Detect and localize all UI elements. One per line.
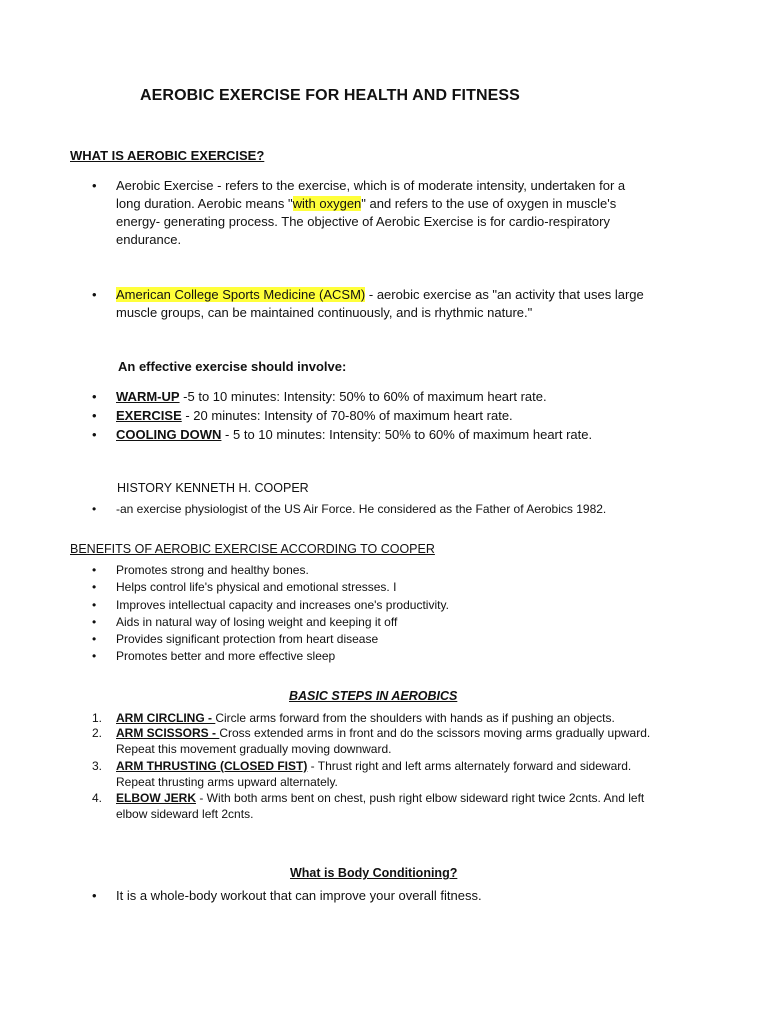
effective-exercise-heading: An effective exercise should involve: [118,359,347,374]
phase-item-cooling-down: • COOLING DOWN - 5 to 10 minutes: Intensity: 50% to 60% of maximum heart rate. [92,427,593,442]
highlight-with-oxygen: with oxygen [292,196,362,211]
section-heading-what-is-aerobic: WHAT IS AEROBIC EXERCISE? [70,148,265,163]
benefit-item: • Promotes better and more effective sleep [92,649,336,663]
phase-item-exercise: • EXERCISE - 20 minutes: Intensity of 70-80% of maximum heart rate. [92,408,513,423]
bullet-icon: • [92,888,97,903]
bullet-icon: • [92,632,97,646]
page-title: AEROBIC EXERCISE FOR HEALTH AND FITNESS [140,87,520,104]
definition-line-3: energy- generating process. The objective of Aerobic Exercise is for cardio-respiratory [116,214,610,229]
bullet-icon: • [92,615,97,629]
bullet-icon: • [92,427,97,442]
history-heading: HISTORY KENNETH H. COOPER [117,481,309,495]
step-item-arm-circling: 1. ARM CIRCLING - Circle arms forward from the shoulders with hands as if pushing an objects. [92,711,615,725]
benefit-item: • Improves intellectual capacity and increases one's productivity. [92,598,449,612]
definition-line-2: long duration. Aerobic means "with oxygen" and refers to the use of oxygen in muscle's [116,196,617,211]
body-conditioning-bullet: • It is a whole-body workout that can improve your overall fitness. [92,888,482,903]
basic-steps-heading: BASIC STEPS IN AEROBICS [289,689,458,703]
bullet-icon: • [92,563,97,577]
bullet-icon: • [92,580,97,594]
step-item-elbow-jerk: 4. ELBOW JERK - With both arms bent on chest, push right elbow sideward right twice 2cnts. And left elbow sideward left 2cnts. [92,791,645,821]
bullet-icon: • [92,408,97,423]
acsm-bullet [92,286,712,322]
definition-line-4: endurance. [116,232,182,247]
bullet-icon: • [92,389,97,404]
benefits-heading: BENEFITS OF AEROBIC EXERCISE ACCORDING TO COOPER [70,542,435,556]
definition-bullet [92,177,712,249]
highlight-acsm: American College Sports Medicine (ACSM) [116,287,366,302]
bullet-icon: • [92,502,97,516]
benefit-item: • Promotes strong and healthy bones. [92,563,309,577]
benefit-item: • Helps control life's physical and emotional stresses. I [92,580,397,594]
bullet-icon: • [92,649,97,663]
body-conditioning-heading: What is Body Conditioning? [290,866,458,880]
definition-line-1: Aerobic Exercise - refers to the exercise, which is of moderate intensity, undertaken for a [116,178,626,193]
acsm-line-1: American College Sports Medicine (ACSM) - aerobic exercise as "an activity that uses large [116,287,644,302]
bullet-icon: • [92,178,97,193]
benefit-item: • Provides significant protection from heart disease [92,632,379,646]
bullet-icon: • [92,287,97,302]
step-item-arm-scissors: 2. ARM SCISSORS - Cross extended arms in front and do the scissors moving arms gradually upward. Repeat this movement gradually moving downward. [92,726,651,756]
history-bullet: • -an exercise physiologist of the US Air Force. He considered as the Father of Aerobics 1982. [92,502,607,516]
benefit-item: • Aids in natural way of losing weight and keeping it off [92,615,398,629]
acsm-line-2: muscle groups, can be maintained continuously, and is rhythmic nature." [116,305,533,320]
bullet-icon: • [92,598,97,612]
step-item-arm-thrusting: 3. ARM THRUSTING (CLOSED FIST) - Thrust right and left arms alternately forward and sideward. Repeat thrusting arms upward alternately. [92,759,632,789]
phase-item-warm-up: • WARM-UP -5 to 10 minutes: Intensity: 50% to 60% of maximum heart rate. [92,389,547,404]
